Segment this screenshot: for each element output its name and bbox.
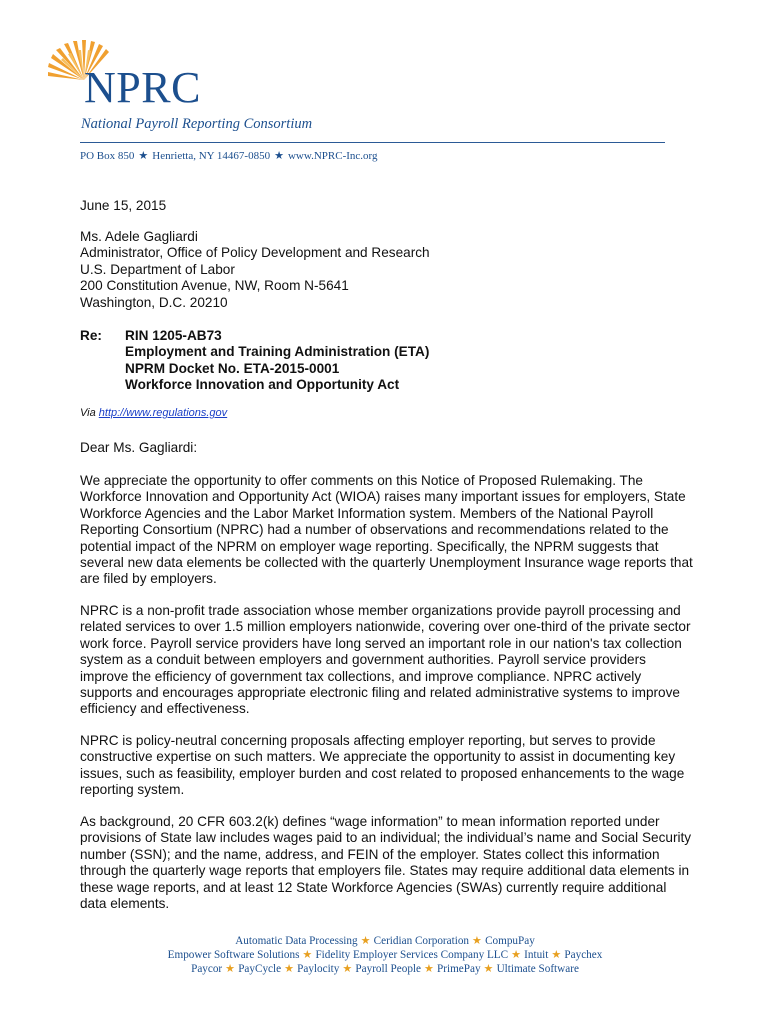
star-icon: ★ — [483, 963, 494, 975]
member-name: Paychex — [564, 949, 603, 961]
subject-line: Employment and Training Administration (ETA) — [125, 344, 430, 360]
po-box: PO Box 850 — [80, 150, 135, 162]
member-name: Automatic Data Processing — [235, 935, 358, 947]
member-name: PrimePay — [437, 963, 481, 975]
member-name: Paycor — [191, 963, 223, 975]
member-name: Intuit — [524, 949, 549, 961]
subject-line: RIN 1205-AB73 — [125, 328, 222, 343]
member-name: PayCycle — [238, 963, 282, 975]
letterhead-address — [80, 149, 378, 162]
star-icon: ★ — [302, 949, 313, 961]
regulations-link[interactable]: http://www.regulations.gov — [98, 407, 228, 419]
recipient-block — [80, 229, 695, 311]
star-icon: ★ — [284, 963, 295, 975]
star-icon: ★ — [360, 935, 371, 947]
website: www.NPRC-Inc.org — [287, 150, 378, 162]
city: Henrietta, NY 14467-0850 — [152, 150, 271, 162]
footer-line — [0, 948, 770, 962]
salutation: Dear Ms. Gagliardi: — [80, 440, 198, 455]
recipient-line: Ms. Adele Gagliardi — [80, 229, 198, 244]
subject-label: Re: — [80, 328, 102, 343]
star-icon: ★ — [138, 150, 149, 162]
recipient-line: Administrator, Office of Policy Development and Research — [80, 245, 430, 261]
member-name: Paylocity — [297, 963, 340, 975]
member-name: Payroll People — [355, 963, 421, 975]
star-icon: ★ — [342, 963, 353, 975]
footer-line — [0, 962, 770, 976]
body-paragraph: NPRC is a non-profit trade association whose member organizations provide payroll processing and related services to over 1.5 million employers nationwide, covering over one-third of the private sector work force. Payroll service providers have long served an important role in our nation's tax collection system as a conduit between employers and government authorities. Payroll service providers improve the efficiency of government tax collections, and improve compliance. NPRC actively supports and encourages appropriate electronic filing and related administrative systems to improve efficiency and effectiveness. — [80, 603, 691, 717]
star-icon: ★ — [551, 949, 562, 961]
body-paragraph: As background, 20 CFR 603.2(k) defines “wage information” to mean information reported under provisions of State law includes wages paid to an individual; the individual’s name and Social Security number (SSN); and the name, address, and FEIN of the employer. States collect this information through the quarterly wage reports that employers file. States may require additional data elements in these wage reports, and at least 12 State Workforce Agencies (SWAs) currently require additional data elements. — [80, 814, 692, 912]
star-icon: ★ — [225, 963, 236, 975]
member-list-footer — [0, 934, 770, 976]
logo-wordmark: NPRC — [84, 63, 201, 112]
star-icon: ★ — [511, 949, 522, 961]
member-name: Empower Software Solutions — [167, 949, 300, 961]
star-icon: ★ — [472, 935, 483, 947]
recipient-line: Washington, D.C. 20210 — [80, 294, 228, 310]
footer-line — [0, 934, 770, 948]
star-icon: ★ — [424, 963, 435, 975]
via-prefix: Via — [80, 407, 99, 419]
letter-date: June 15, 2015 — [80, 198, 167, 213]
body-paragraph: NPRC is policy-neutral concerning proposals affecting employer reporting, but serves to provide constructive expertise on such matters. We appreciate the opportunity to assist in documenting key issues, such as feasibility, employer burden and cost related to proposed enhancements to the wage reporting system. — [80, 733, 685, 798]
member-name: CompuPay — [485, 935, 535, 947]
recipient-line: 200 Constitution Avenue, NW, Room N-5641 — [80, 278, 349, 294]
member-name: Ceridian Corporation — [373, 935, 470, 947]
member-name: Fidelity Employer Services Company LLC — [315, 949, 509, 961]
member-name: Ultimate Software — [496, 963, 579, 975]
body-paragraph: We appreciate the opportunity to offer comments on this Notice of Proposed Rulemaking. The Workforce Innovation and Opportunity Act (WIOA) raises many important issues for employers, State Workforce Agencies and the Labor Market Information system. Members of the National Payroll Reporting Consortium (NPRC) had a number of observations and recommendations related to the potential impact of the NPRM on employer wage reporting. Specifically, the NPRM suggests that several new data elements be collected with the quarterly Unemployment Insurance wage reports that are filed by employers. — [80, 473, 693, 587]
delivery-method — [80, 405, 695, 421]
letterhead-divider — [80, 142, 665, 143]
recipient-line: U.S. Department of Labor — [80, 261, 235, 277]
star-icon: ★ — [274, 150, 284, 162]
subject-line: NPRM Docket No. ETA-2015-0001 — [125, 360, 340, 376]
organization-name: National Payroll Reporting Consortium — [81, 116, 313, 132]
subject-lines — [125, 328, 429, 394]
subject-line: Workforce Innovation and Opportunity Act — [125, 377, 400, 393]
